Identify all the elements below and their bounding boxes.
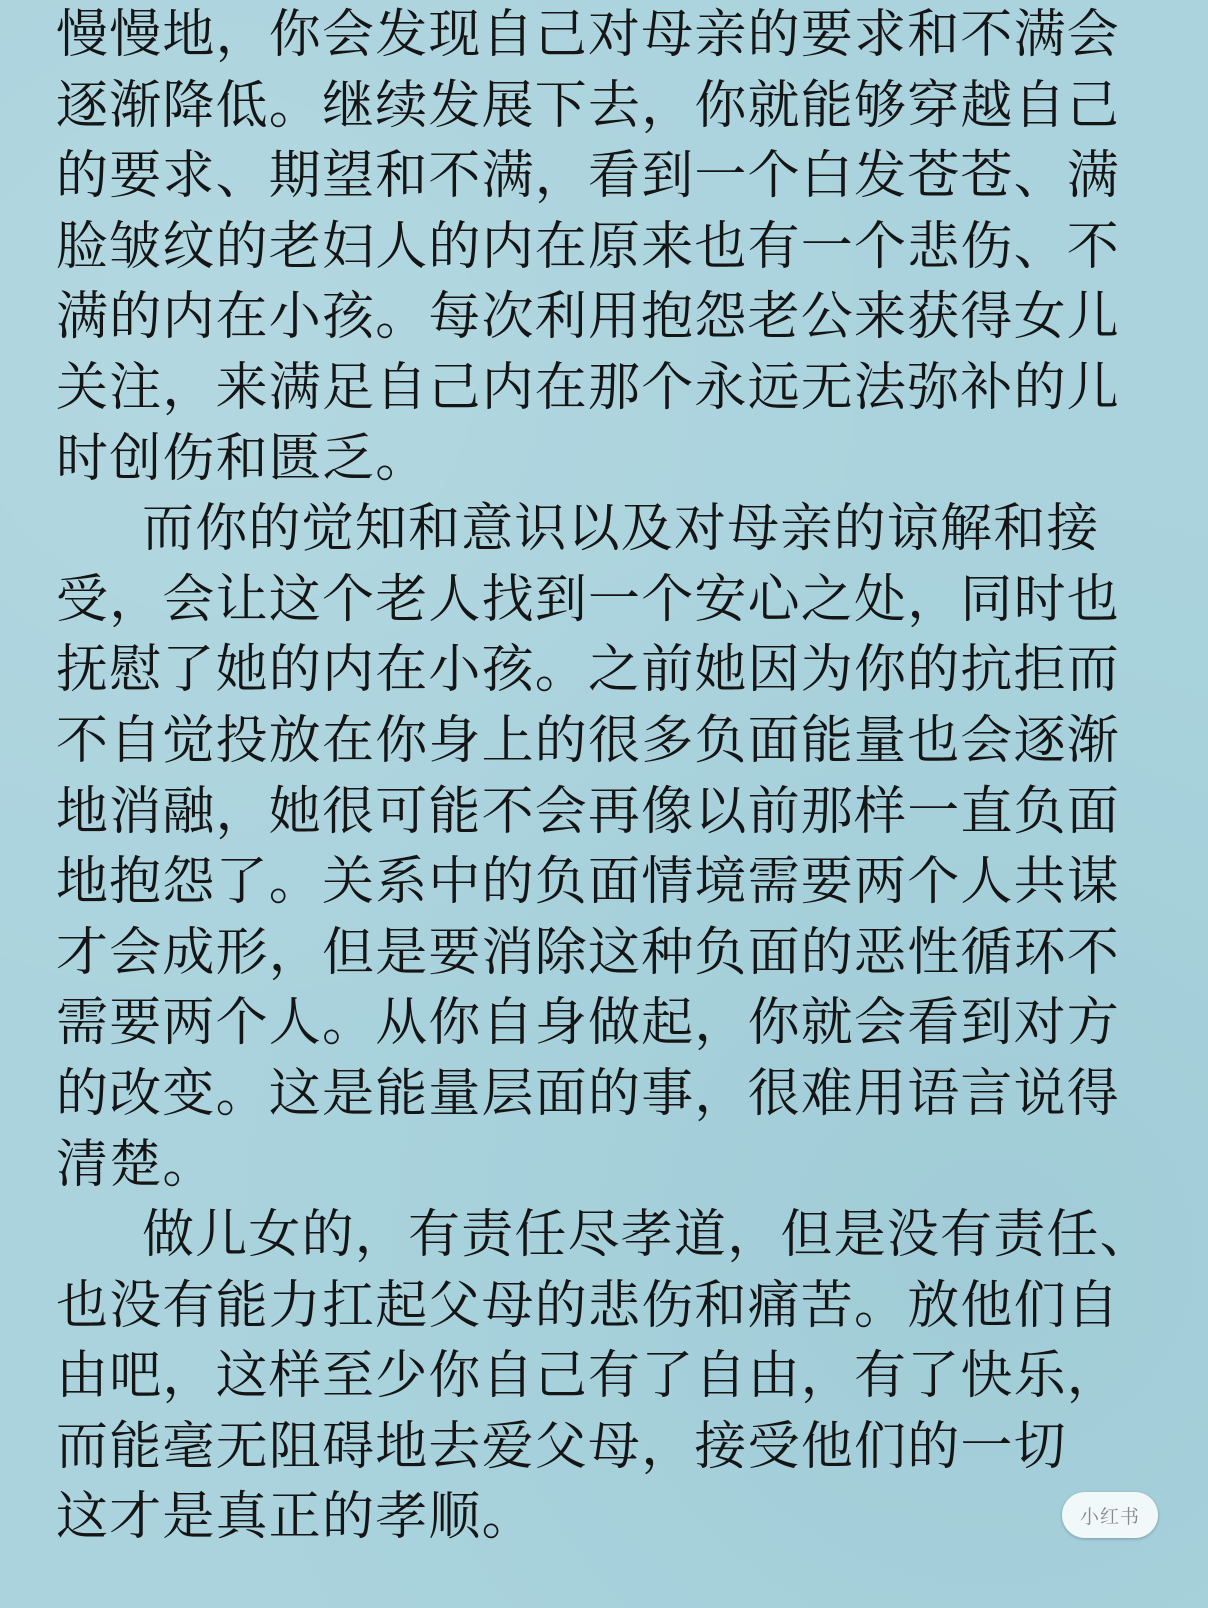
text-line: 地抱怨了。关系中的负面情境需要两个人共谋 (56, 852, 1121, 913)
text-line: 清楚。 (56, 1134, 216, 1195)
text-line: 关注，来满足自己内在那个永远无法弥补的儿 (56, 357, 1121, 418)
text-line: 而能毫无阻碍地去爱父母，接受他们的一切 (56, 1416, 1067, 1477)
text-line: 做儿女的，有责任尽孝道，但是没有责任、 (142, 1205, 1153, 1266)
text-line: 逐渐降低。继续发展下去，你就能够穿越自己 (56, 75, 1121, 136)
text-line: 慢慢地，你会发现自己对母亲的要求和不满会 (56, 5, 1121, 65)
text-line: 而你的觉知和意识以及对母亲的谅解和接 (142, 499, 1100, 560)
text-line: 的改变。这是能量层面的事，很难用语言说得 (56, 1063, 1121, 1124)
text-line: 的要求、期望和不满，看到一个白发苍苍、满 (56, 146, 1121, 207)
text-line: 抚慰了她的内在小孩。之前她因为你的抗拒而 (56, 640, 1121, 701)
text-line: 需要两个人。从你自身做起，你就会看到对方 (56, 993, 1121, 1054)
text-line: 才会成形，但是要消除这种负面的恶性循环不 (56, 922, 1121, 983)
text-line: 地消融，她很可能不会再像以前那样一直负面 (56, 781, 1121, 842)
text-line: 也没有能力扛起父母的悲伤和痛苦。放他们自 (56, 1275, 1121, 1336)
text-line: 满的内在小孩。每次利用抱怨老公来获得女儿 (56, 287, 1121, 348)
text-line: 不自觉投放在你身上的很多负面能量也会逐渐 (56, 710, 1121, 771)
watermark-badge-label: 小红书 (1079, 1505, 1140, 1528)
text-line: 脸皱纹的老妇人的内在原来也有一个悲伤、不 (56, 216, 1121, 277)
text-line: 由吧，这样至少你自己有了自由，有了快乐， (56, 1346, 1121, 1407)
text-line: 时创伤和匮乏。 (56, 428, 429, 489)
text-line: 这才是真正的孝顺。 (56, 1487, 535, 1548)
article-text (56, 0, 1156, 1553)
xiaohongshu-watermark-badge (1062, 1492, 1158, 1538)
text-line: 受，会让这个老人找到一个安心之处，同时也 (56, 569, 1121, 630)
